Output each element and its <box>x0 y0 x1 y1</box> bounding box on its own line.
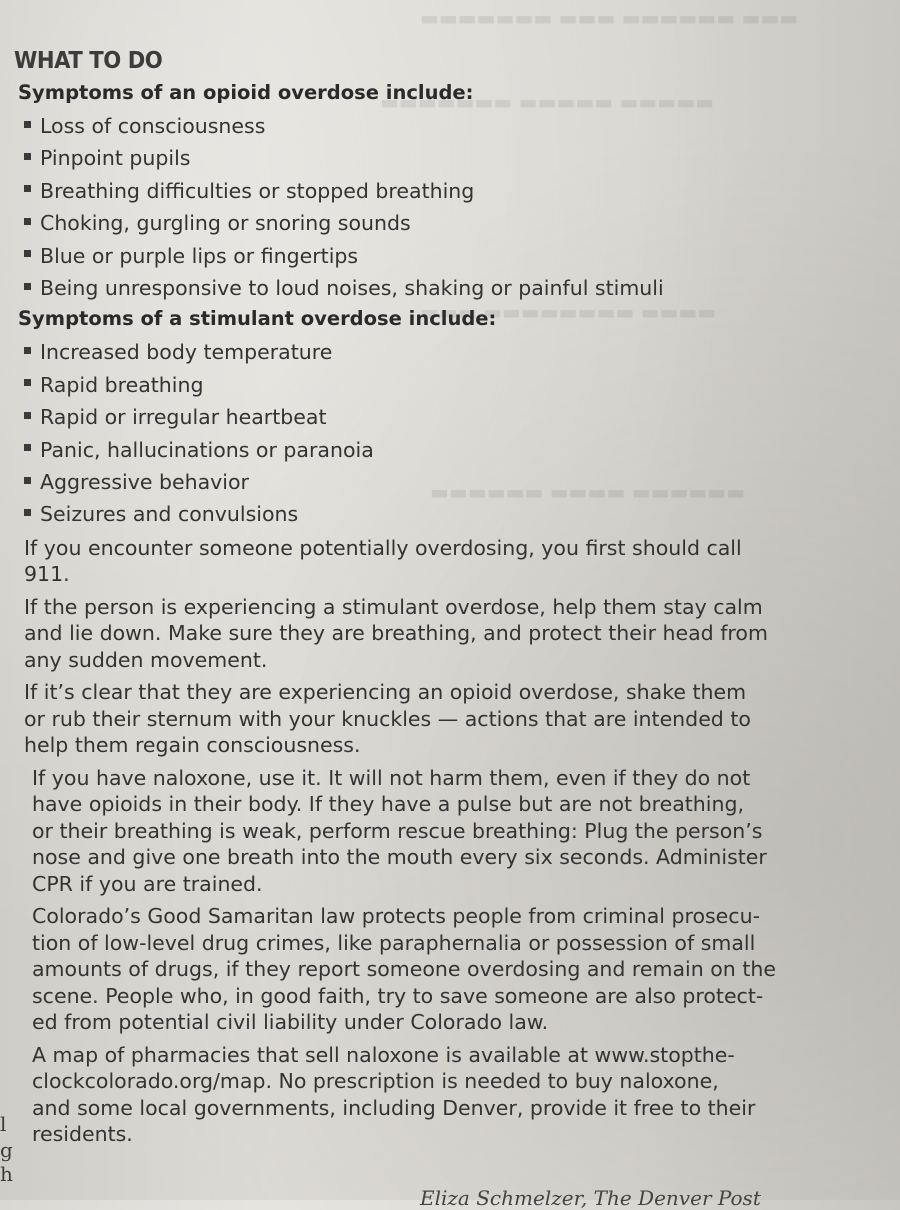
edge-fragment: l <box>0 1112 7 1136</box>
square-bullet-icon <box>24 250 31 257</box>
stimulant-symptom-list <box>24 336 834 530</box>
section-heading: WHAT TO DO <box>14 48 163 74</box>
square-bullet-icon <box>24 153 31 160</box>
ghost-text: ▬▬▬▬ ▬▬▬▬▬▬▬▬ ▬▬▬ <box>420 300 717 324</box>
ghost-text: ▬▬▬▬▬ ▬▬▬▬▬ ▬▬▬▬▬▬▬ <box>380 90 714 114</box>
paragraph-opioid-help: If it’s clear that they are experiencing an opioid overdose, shake them or rub their sternum with your knuckles — actions that are intended to help them regain consciousness. <box>24 680 751 758</box>
square-bullet-icon <box>24 347 31 354</box>
list-item: Rapid breathing <box>24 369 834 401</box>
list-item: Loss of consciousness <box>24 110 834 142</box>
list-item: Panic, hallucinations or paranoia <box>24 434 834 466</box>
list-item: Seizures and convulsions <box>24 498 834 530</box>
photo-credit: Eliza Schmelzer, The Denver Post <box>420 1186 761 1210</box>
list-item: Aggressive behavior <box>24 466 834 498</box>
list-item: Breathing difficulties or stopped breathing <box>24 175 834 207</box>
article <box>14 48 834 1154</box>
square-bullet-icon <box>24 412 31 419</box>
opioid-symptoms-title: Symptoms of an opioid overdose include: <box>18 81 474 104</box>
square-bullet-icon <box>24 218 31 225</box>
paragraph-naloxone: If you have naloxone, use it. It will not harm them, even if they do not have opioids in their body. If they have a pulse but are not breathing, or their breathing is weak, perform rescue breathing: Plug the person’s nose and give one breath into the mouth every six seconds. Administer CPR if you are trained. <box>32 765 767 896</box>
paragraph-good-samaritan: Colorado’s Good Samaritan law protects people from criminal prosecu- tion of low-level drug crimes, like paraphernalia or possession of small amounts of drugs, if they report someone overdosing and remain on the scene. People who, in good faith, try to save someone are also protect- ed from potential civil liability under Colorado law. <box>32 904 776 1035</box>
square-bullet-icon <box>24 185 31 192</box>
paragraph-pharmacy-map: A map of pharmacies that sell naloxone is available at www.stopthe- clockcolorado.org/map. No prescription is needed to buy naloxone, and some local governments, including Denver, provide it free to their residents. <box>32 1042 756 1147</box>
list-item: Rapid or irregular heartbeat <box>24 401 834 433</box>
paragraph-call-911: If you encounter someone potentially overdosing, you first should call 911. <box>24 535 742 587</box>
edge-fragment: g <box>0 1138 13 1162</box>
list-item: Blue or purple lips or fingertips <box>24 240 834 272</box>
list-item: Being unresponsive to loud noises, shaking or painful stimuli <box>24 272 834 304</box>
square-bullet-icon <box>24 379 31 386</box>
list-item: Pinpoint pupils <box>24 142 834 174</box>
list-item: Increased body temperature <box>24 336 834 368</box>
square-bullet-icon <box>24 477 31 484</box>
opioid-symptom-list <box>24 110 834 304</box>
stimulant-symptoms-title: Symptoms of a stimulant overdose include: <box>18 307 497 331</box>
ghost-text: ▬▬▬ ▬▬▬▬▬▬ ▬▬▬ ▬▬▬▬▬▬▬ <box>420 6 799 30</box>
square-bullet-icon <box>24 283 31 290</box>
edge-fragment: h <box>0 1162 13 1186</box>
ghost-text: ▬▬▬▬▬▬ ▬▬▬▬ ▬▬▬▬▬▬ <box>430 480 746 504</box>
square-bullet-icon <box>24 509 31 516</box>
square-bullet-icon <box>24 444 31 451</box>
paragraph-stimulant-help: If the person is experiencing a stimulant overdose, help them stay calm and lie down. Make sure they are breathing, and protect their head from any sudden movement. <box>24 594 768 672</box>
square-bullet-icon <box>24 121 31 128</box>
list-item: Choking, gurgling or snoring sounds <box>24 207 834 239</box>
